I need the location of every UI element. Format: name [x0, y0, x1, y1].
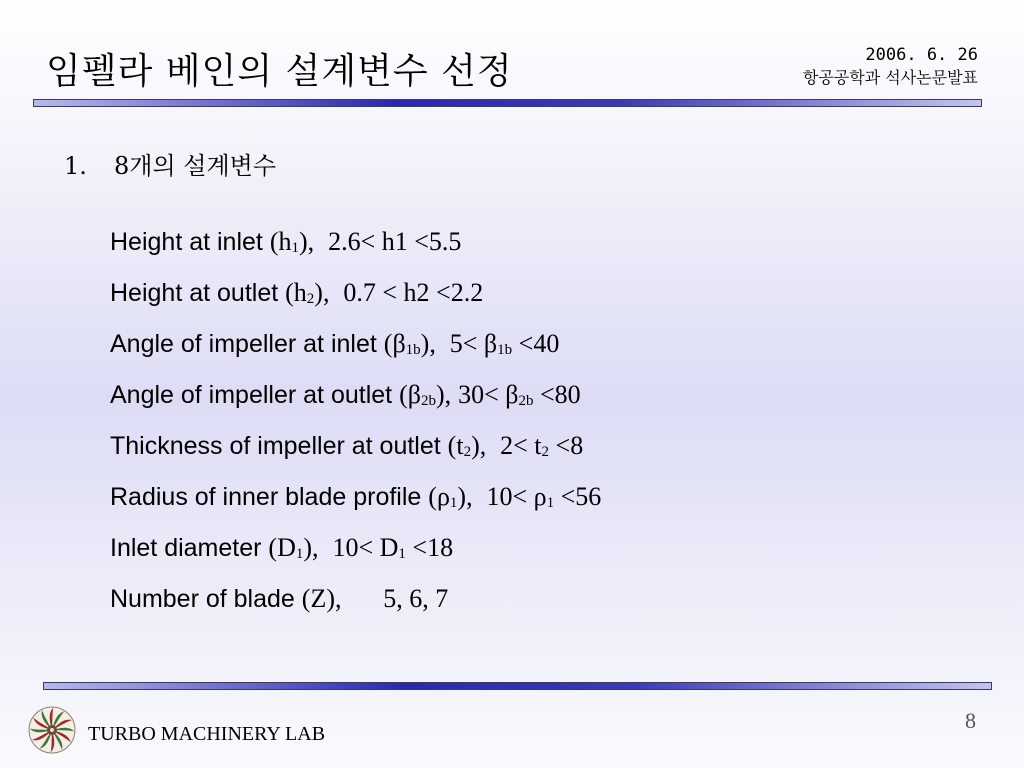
parameter-label: Angle of impeller at inlet [110, 330, 377, 358]
footer-divider [43, 682, 992, 690]
parameter-symbol: $(h_2)$, [285, 278, 330, 307]
presentation-date: 2006. 6. 26 [865, 45, 978, 65]
parameter-symbol: $(\beta_{1b})$, [383, 329, 436, 358]
parameter-range: 2.6< h1 <5.5 [328, 227, 462, 256]
parameter-label: Height at outlet [110, 279, 279, 307]
parameter-label: Thickness of impeller at outlet [110, 432, 441, 460]
header-divider [33, 99, 982, 107]
parameter-label: Inlet diameter [110, 534, 262, 562]
parameter-row [110, 528, 601, 579]
parameter-row [110, 375, 601, 426]
parameter-range: $30< \beta_{2b} <80$ [458, 380, 581, 409]
parameter-label: Height at inlet [110, 228, 263, 256]
section-title: 8개의 설계변수 [114, 152, 277, 180]
parameter-symbol: $(h_1)$, [269, 227, 315, 256]
parameter-row [110, 273, 601, 324]
lab-name: TURBO MACHINERY LAB [88, 723, 326, 745]
parameter-symbol: $(\beta_{2b})$, [399, 380, 452, 409]
parameter-row [110, 324, 601, 375]
page-number: 8 [965, 708, 976, 733]
parameter-row [110, 222, 601, 273]
parameter-range: $2< t_2 <8$ [500, 431, 584, 460]
header-meta [803, 44, 978, 90]
parameter-range: 5, 6, 7 [383, 584, 449, 613]
parameter-symbol: $(t_2)$, [447, 431, 487, 460]
parameter-label: Angle of impeller at outlet [110, 381, 393, 409]
parameter-range: $5< \beta_{1b} <40$ [449, 329, 560, 358]
parameter-list [110, 222, 601, 630]
parameter-label: Radius of inner blade profile [110, 483, 422, 511]
turbo-fan-logo-icon [28, 706, 76, 754]
presentation-subtitle: 항공공학과 석사논문발표 [802, 68, 978, 87]
parameter-symbol: (Z), [301, 584, 342, 613]
parameter-row [110, 477, 601, 528]
slide-title: 임펠라 베인의 설계변수 선정 [46, 51, 513, 92]
section-number: 1. [64, 152, 87, 180]
parameter-symbol: $(D_1)$, [268, 533, 319, 562]
parameter-range: $10< \rho_1 <56$ [486, 482, 602, 511]
parameter-row [110, 579, 601, 630]
parameter-row [110, 426, 601, 477]
parameter-range: 0.7 < h2 <2.2 [343, 278, 484, 307]
parameter-range: $10< D_1 <18$ [332, 533, 454, 562]
parameter-symbol: $(\rho_1)$, [428, 482, 473, 511]
section-heading [64, 151, 276, 181]
parameter-label: Number of blade [110, 585, 295, 613]
